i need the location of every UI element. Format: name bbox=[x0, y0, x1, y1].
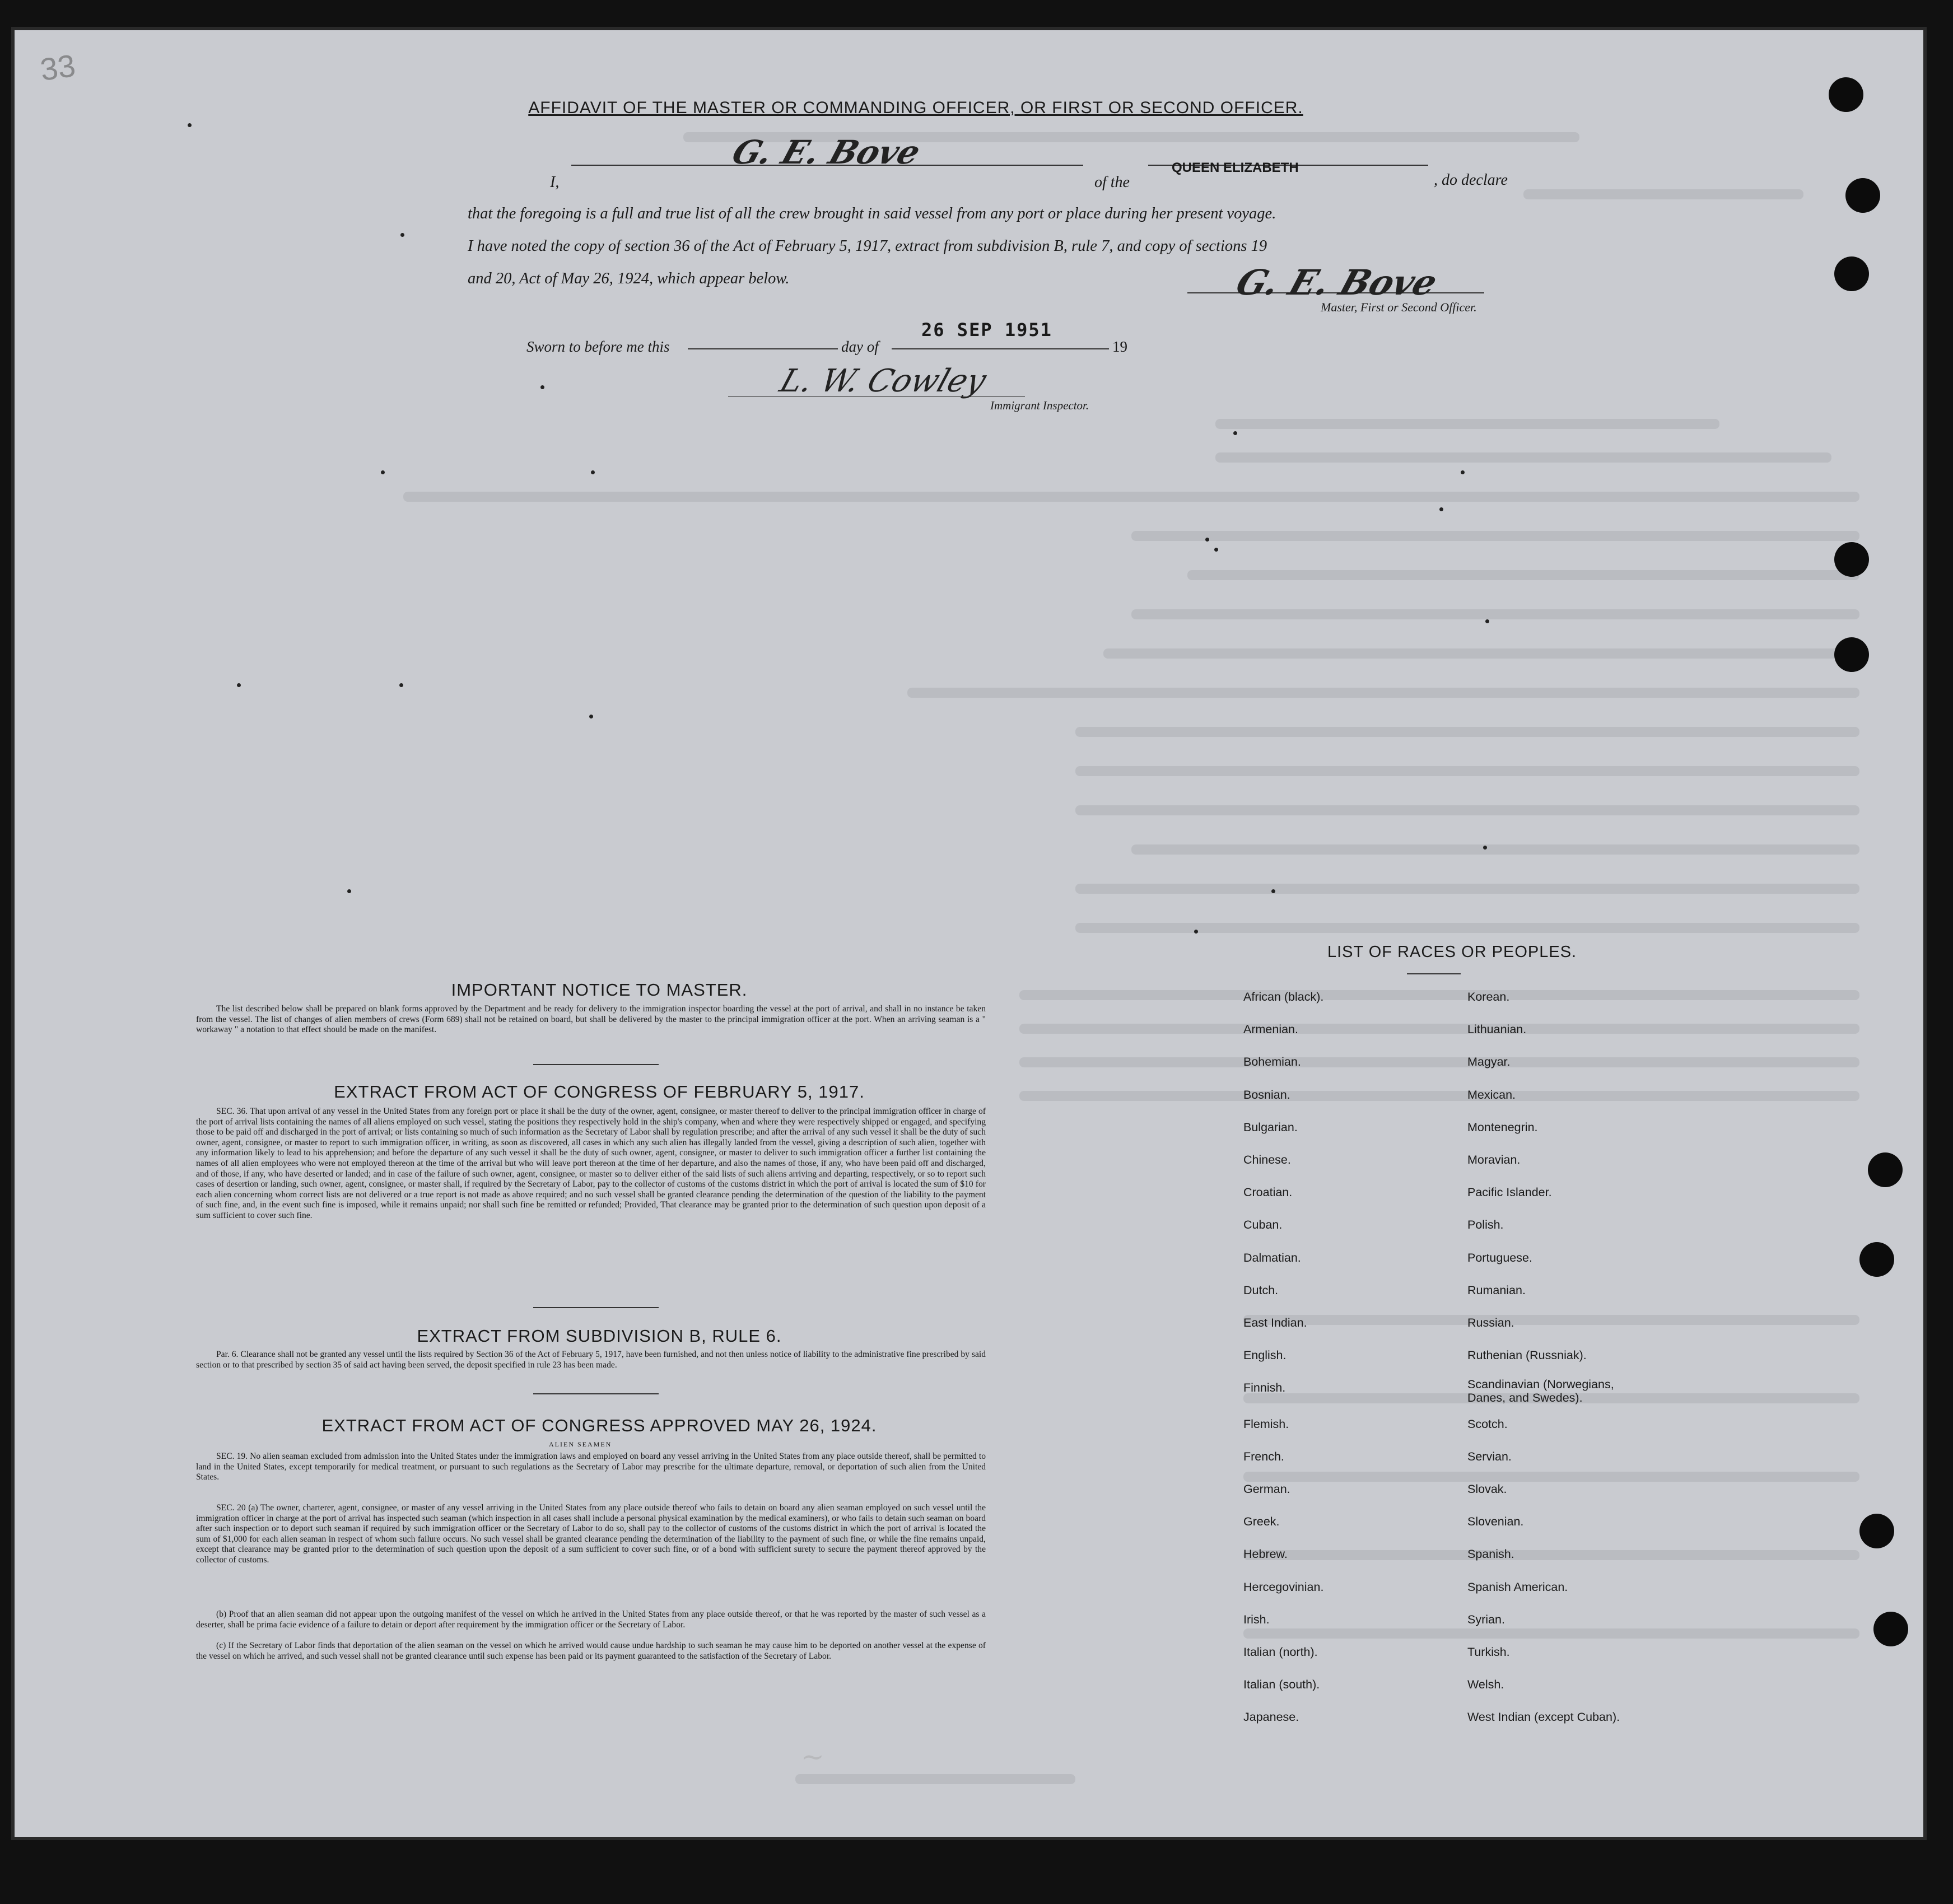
reverse-page-bleed-through bbox=[11, 27, 1927, 1840]
race-item: Servian. bbox=[1467, 1449, 1512, 1463]
of-the-label: of the bbox=[1094, 174, 1130, 191]
punch-hole bbox=[1859, 1514, 1894, 1548]
race-item: Scandinavian (Norwegians, Danes, and Swedes). bbox=[1467, 1378, 1614, 1405]
divider bbox=[533, 1307, 659, 1308]
page-number-mark: 33 bbox=[38, 47, 78, 88]
extract-rule6-title: EXTRACT FROM SUBDIVISION B, RULE 6. bbox=[417, 1326, 782, 1346]
vessel-name: QUEEN ELIZABETH bbox=[1172, 160, 1299, 175]
affidavit-line: I have noted the copy of section 36 of the Act of February 5, 1917, extract from subdivision B, rule 7, and copy of sections 19 bbox=[468, 237, 1267, 255]
extract-1924-title: EXTRACT FROM ACT OF CONGRESS APPROVED MAY 26, 1924. bbox=[321, 1416, 877, 1435]
inspector-caption: Immigrant Inspector. bbox=[990, 399, 1089, 412]
extract-1917-title: EXTRACT FROM ACT OF CONGRESS OF FEBRUARY 5, 1917. bbox=[334, 1082, 865, 1102]
race-item: Slovenian. bbox=[1467, 1515, 1524, 1529]
punch-hole bbox=[1873, 1612, 1908, 1646]
race-item: Greek. bbox=[1243, 1515, 1280, 1529]
sworn-label: Sworn to before me this bbox=[526, 338, 670, 355]
punch-hole bbox=[1845, 178, 1880, 213]
master-name-signature: G. E. Bove bbox=[727, 133, 925, 171]
alien-seamen-subtitle: ALIEN SEAMEN bbox=[549, 1440, 612, 1448]
race-item: Finnish. bbox=[1243, 1381, 1286, 1395]
race-item: Spanish American. bbox=[1467, 1580, 1568, 1594]
divider bbox=[533, 1393, 659, 1394]
race-item: Moravian. bbox=[1467, 1153, 1521, 1166]
race-item: Cuban. bbox=[1243, 1218, 1283, 1232]
punch-hole bbox=[1829, 77, 1863, 112]
races-title: LIST OF RACES OR PEOPLES. bbox=[1327, 943, 1577, 961]
affidavit-i-label: I, bbox=[550, 174, 560, 191]
race-item: Bulgarian. bbox=[1243, 1120, 1298, 1134]
extract-1924-sec20a: SEC. 20 (a) The owner, charterer, agent, consignee, or master of any vessel arriving in the United States from any place outside thereof who fails to detain on board any alien seaman employed on such vessel until the immigration officer in charge at the port of arrival has inspected such seaman (which inspection in all cases shall include a personal physical examination by the medical examiners), or who fails to detain such seaman on board after such inspection or to deport such seaman if required by such immigration officer or the Secretary of Labor to do so, shall pay to the collector of customs of the customs district in which the port of arrival is located the sum of $1,000 for each alien seaman in respect of whom such failure occurs. No such vessel shall be granted clearance pending the determination of the liability to the payment of such fine, or while the fine remains unpaid, except that clearance may be granted prior to the determination of such question upon the deposit of a sum sufficient to cover such fine, or of a bond with sufficient surety to secure the payment thereof approved by the collector of customs. bbox=[196, 1503, 986, 1565]
race-item: Flemish. bbox=[1243, 1417, 1289, 1431]
inspector-signature-line bbox=[728, 396, 1025, 397]
extract-1917-text: SEC. 36. That upon arrival of any vessel in the United States from any foreign port or place it shall be the duty of the owner, agent, consignee, or master thereof to deliver to the principal immigration officer in charge of the port of arrival lists containing the names of all aliens employed on such vessel, stating the positions they respectively hold in the ship's company, when and where they were respectively shipped or engaged, and specifying those to be paid off and discharged in the port of arrival; or lists containing so much of such information as the Secretary of Labor shall by regulation prescribe; and after the arrival of any such vessel it shall be the duty of such owner, agent, consignee, or master to report to such immigration officer, in writing, as soon as discovered, all cases in which any such alien has illegally landed from the vessel, giving a description of such alien, together with any information likely to lead to his apprehension; and before the departure of any such vessel it shall be the duty of such owner, agent, consignee, or master to deliver to such immigration officer a further list containing the names of all alien employees who were not employed thereon at the time of the arrival but who will leave port thereon at the time of her departure, and also the names of those, if any, who have been paid off and discharged, and of those, if any, who have deserted or landed; and in case of the failure of such owner, agent, consignee, or master so to deliver either of the said lists of such aliens arriving and departing, respectively, or so to report such cases of desertion or landing, such owner, agent, consignee, or master shall, if required by the Secretary of Labor, pay to the collector of customs of the customs district in which the port of arrival is located the sum of $10 for each alien concerning whom correct lists are not delivered or a true report is not made as above required; and no such vessel shall be granted clearance pending the determination of the question of the liability to the payment of such fine, and, in the event such fine is imposed, while it remains unpaid; nor shall such fine be remitted or refunded; Provided, That clearance may be granted prior to the determination of such question upon deposit of a sum sufficient to cover such fine. bbox=[196, 1107, 986, 1220]
race-item: Hercegovinian. bbox=[1243, 1580, 1324, 1594]
race-item: English. bbox=[1243, 1348, 1287, 1362]
race-item: Magyar. bbox=[1467, 1055, 1511, 1069]
race-item: Syrian. bbox=[1467, 1612, 1505, 1626]
race-item: Ruthenian (Russniak). bbox=[1467, 1348, 1587, 1362]
extract-1924-sec20c: (c) If the Secretary of Labor finds that deportation of the alien seaman on the vessel on which he arrived would cause undue hardship to such seaman he may cause him to be deported on another vessel at the expense of the vessel on which he arrived, and such vessel shall not be granted clearance until such expense has been paid or its payment guaranteed to the satisfaction of the Secretary of Labor. bbox=[196, 1641, 986, 1661]
race-item: Bosnian. bbox=[1243, 1088, 1290, 1102]
race-item: Hebrew. bbox=[1243, 1547, 1288, 1561]
race-item: French. bbox=[1243, 1449, 1284, 1463]
punch-hole bbox=[1859, 1242, 1894, 1277]
master-signature: G. E. Bove bbox=[1231, 262, 1443, 303]
affidavit-line: that the foregoing is a full and true list of all the crew brought in said vessel from any port or place during her present voyage. bbox=[468, 205, 1276, 222]
year-prefix: 19 bbox=[1112, 338, 1127, 355]
race-item: Japanese. bbox=[1243, 1710, 1299, 1724]
race-item: Italian (south). bbox=[1243, 1678, 1320, 1692]
race-item: Mexican. bbox=[1467, 1088, 1516, 1102]
race-item: Polish. bbox=[1467, 1218, 1504, 1232]
punch-hole bbox=[1834, 256, 1869, 291]
race-item: Welsh. bbox=[1467, 1678, 1504, 1692]
race-item: Bohemian. bbox=[1243, 1055, 1301, 1069]
race-item: Russian. bbox=[1467, 1316, 1514, 1329]
race-item: Spanish. bbox=[1467, 1547, 1514, 1561]
affidavit-line: and 20, Act of May 26, 1924, which appear below. bbox=[468, 270, 790, 287]
race-item: Portuguese. bbox=[1467, 1250, 1532, 1264]
punch-hole bbox=[1868, 1152, 1903, 1187]
race-item: Turkish. bbox=[1467, 1645, 1510, 1659]
race-item: Korean. bbox=[1467, 990, 1510, 1004]
notice-text: The list described below shall be prepared on blank forms approved by the Department and be ready for delivery to the immigration inspector boarding the vessel at the port of arrival, and shall in no instance be taken from the vessel. The list of changes of alien members of crews (Form 689) shall not be retained on board, but shall be delivered by the master to the principal immigration officer at the port. When an arriving seaman is a " workaway " a notation to that effect should be made on the manifest. bbox=[196, 1004, 986, 1035]
punch-hole bbox=[1834, 542, 1869, 577]
race-item: Dalmatian. bbox=[1243, 1250, 1301, 1264]
date-stamp: 26 SEP 1951 bbox=[921, 319, 1052, 340]
race-item: Montenegrin. bbox=[1467, 1120, 1538, 1134]
race-item: Pacific Islander. bbox=[1467, 1186, 1552, 1200]
race-item: Italian (north). bbox=[1243, 1645, 1318, 1659]
divider bbox=[533, 1064, 659, 1065]
race-item: Dutch. bbox=[1243, 1283, 1279, 1297]
punch-hole bbox=[1834, 637, 1869, 672]
race-item: German. bbox=[1243, 1482, 1290, 1496]
race-item: West Indian (except Cuban). bbox=[1467, 1710, 1620, 1724]
race-item: African (black). bbox=[1243, 990, 1324, 1004]
document-sheet bbox=[11, 27, 1927, 1840]
affidavit-title: AFFIDAVIT OF THE MASTER OR COMMANDING OFFICER, OR FIRST OR SECOND OFFICER. bbox=[528, 99, 1303, 117]
notice-title: IMPORTANT NOTICE TO MASTER. bbox=[451, 980, 748, 1000]
sworn-month-line bbox=[892, 348, 1109, 349]
do-declare-label: , do declare bbox=[1434, 171, 1508, 189]
race-item: Irish. bbox=[1243, 1612, 1270, 1626]
sworn-day-line bbox=[688, 348, 838, 349]
extract-1924-sec19: SEC. 19. No alien seaman excluded from admission into the United States under the immigration laws and employed on board any vessel arriving in the United States from any place outside thereof, shall be permitted to land in the United States, except temporarily for medical treatment, or pursuant to such regulations as the Secretary of Labor may prescribe for the ultimate departure, removal, or deportation of such alien from the United States. bbox=[196, 1452, 986, 1482]
faint-signature-impression: ~ bbox=[801, 1740, 824, 1773]
race-item: Armenian. bbox=[1243, 1023, 1298, 1037]
race-item: Slovak. bbox=[1467, 1482, 1507, 1496]
extract-1924-sec20b: (b) Proof that an alien seaman did not appear upon the outgoing manifest of the vessel on which he arrived in the United States from any place outside thereof, or that he was reported by the master of such vessel as a deserter, shall be prima facie evidence of a failure to detain or deport after requirement by the immigration officer or the Secretary of Labor. bbox=[196, 1609, 986, 1630]
extract-rule6-text: Par. 6. Clearance shall not be granted any vessel until the lists required by Section 36 of the Act of February 5, 1917, have been furnished, and not then unless notice of liability to the administrative fine prescribed by said section or to that prescribed by section 35 of said act having been served, the deposit specified in rule 23 has been made. bbox=[196, 1350, 986, 1370]
divider bbox=[1407, 973, 1461, 974]
race-item: Scotch. bbox=[1467, 1417, 1508, 1431]
day-of-label: day of bbox=[841, 338, 879, 355]
race-item: Lithuanian. bbox=[1467, 1023, 1527, 1037]
race-item: Croatian. bbox=[1243, 1186, 1293, 1200]
master-caption: Master, First or Second Officer. bbox=[1321, 300, 1477, 314]
race-item: East Indian. bbox=[1243, 1316, 1307, 1329]
race-item: Rumanian. bbox=[1467, 1283, 1526, 1297]
inspector-signature: L. W. Cowley bbox=[775, 363, 991, 399]
race-item: Chinese. bbox=[1243, 1153, 1291, 1166]
